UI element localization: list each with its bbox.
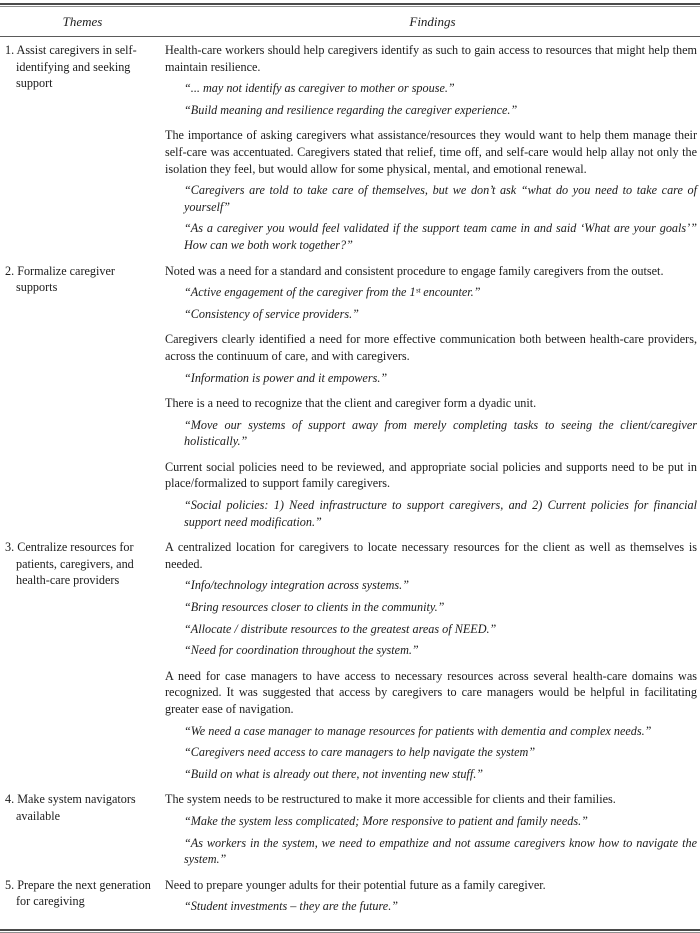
finding-paragraph: A need for case managers to have access to necessary resources across several health-care domains was recognized. It was suggested that access by caregivers to care managers would be helpful in facilitating greater ease of navigation.: [165, 668, 697, 716]
participant-quote: “As a caregiver you would feel validated if the support team came in and said ‘What are your goals’” How can we both work together?”: [184, 221, 697, 252]
participant-quote: “Social policies: 1) Need infrastructure to support caregivers, and 2) Current policies for financial support need modification.”: [184, 498, 697, 529]
findings-cell: [165, 877, 700, 915]
column-header-findings: Findings: [409, 13, 456, 29]
table-row: [0, 791, 700, 867]
finding-paragraph: The system needs to be restructured to make it more accessible for clients and their families.: [165, 792, 616, 807]
column-header-themes: Themes: [62, 13, 103, 29]
participant-quote: “Make the system less complicated; More responsive to patient and family needs.”: [184, 813, 588, 828]
theme-cell: 4. Make system navigators available: [5, 792, 136, 823]
finding-paragraph: Health-care workers should help caregivers identify as such to gain access to resources that might help them maintain resilience.: [165, 43, 697, 74]
table-row: [0, 539, 700, 782]
table-header-row: [0, 7, 700, 36]
findings-cell: [165, 42, 700, 254]
finding-paragraph: A centralized location for caregivers to locate necessary resources for the client as well as themselves is needed.: [165, 540, 697, 571]
finding-paragraph: Caregivers clearly identified a need for more effective communication both between health-care providers, across the continuum of care, and with caregivers.: [165, 332, 697, 363]
findings-cell: [165, 263, 700, 531]
participant-quote: “Active engagement of the caregiver from the 1ˢᵗ encounter.”: [184, 285, 481, 300]
participant-quote: “Student investments – they are the future.”: [184, 899, 399, 914]
findings-cell: [165, 539, 700, 782]
theme-cell: 5. Prepare the next generation for caregiving: [5, 877, 151, 909]
bottom-rule: [0, 929, 700, 933]
participant-quote: “Allocate / distribute resources to the greatest areas of NEED.”: [184, 621, 497, 636]
finding-paragraph: Need to prepare younger adults for their potential future as a family caregiver.: [165, 877, 546, 892]
table-row: [0, 42, 700, 254]
participant-quote: “Caregivers are told to take care of themselves, but we don’t ask “what do you need to take care of yourself”: [184, 183, 697, 214]
theme-cell: 3. Centralize resources for patients, caregivers, and health-care providers: [5, 540, 134, 588]
theme-cell: 2. Formalize caregiver supports: [5, 263, 115, 295]
participant-quote: “Need for coordination throughout the system.”: [184, 643, 419, 658]
participant-quote: “Info/technology integration across systems.”: [184, 578, 410, 593]
participant-quote: “... may not identify as caregiver to mother or spouse.”: [184, 81, 455, 96]
participant-quote: “Caregivers need access to care managers to help navigate the system”: [184, 745, 536, 760]
findings-cell: [165, 791, 700, 867]
participant-quote: “Build meaning and resilience regarding the caregiver experience.”: [184, 102, 518, 117]
finding-paragraph: Noted was a need for a standard and consistent procedure to engage family caregivers from the outset.: [165, 263, 664, 278]
participant-quote: “As workers in the system, we need to empathize and not assume caregivers know how to navigate the system.”: [184, 835, 697, 867]
finding-paragraph: There is a need to recognize that the client and caregiver form a dyadic unit.: [165, 396, 537, 411]
bottom-rule-wrap: [0, 929, 700, 933]
header-rule: [0, 36, 700, 37]
table-row: [0, 877, 700, 915]
participant-quote: “Move our systems of support away from merely completing tasks to seeing the client/caregiver holistically.”: [184, 417, 697, 449]
finding-paragraph: The importance of asking caregivers what assistance/resources they would want to help them manage their self-care was accentuated. Caregivers stated that relief, time off, and self-care would help allay not only the isolation they feel, but would allow for some physical, mental, and emotional renewal.: [165, 128, 697, 176]
theme-cell: 1. Assist caregivers in self-identifying and seeking support: [5, 43, 137, 91]
finding-paragraph: Current social policies need to be reviewed, and appropriate social policies and supports need to be put in place/formalized to support family caregivers.: [165, 459, 697, 491]
participant-quote: “Build on what is already out there, not inventing new stuff.”: [184, 766, 484, 781]
participant-quote: “Bring resources closer to clients in the community.”: [184, 600, 445, 615]
participant-quote: “Consistency of service providers.”: [184, 306, 359, 321]
table-row: [0, 263, 700, 531]
participant-quote: “Information is power and it empowers.”: [184, 370, 388, 385]
participant-quote: “We need a case manager to manage resources for patients with dementia and complex needs.”: [184, 723, 652, 738]
